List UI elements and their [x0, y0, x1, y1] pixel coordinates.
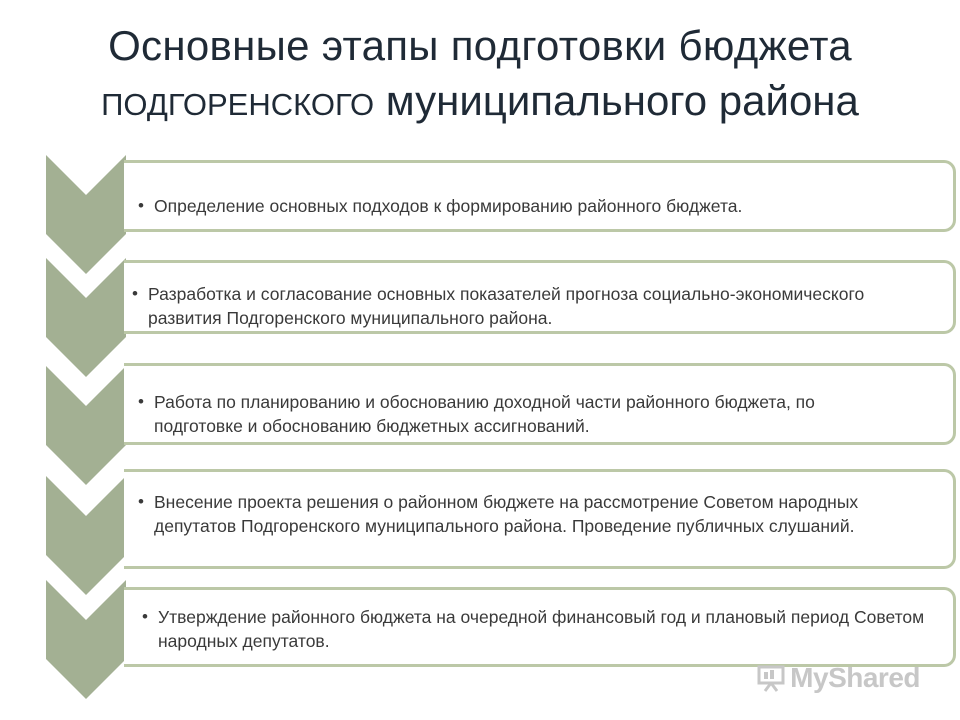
- step-5-text: Утверждение районного бюджета на очередной финансовый год и плановый период Советом народных депутатов.: [158, 607, 925, 651]
- title-line-2: [0, 77, 960, 124]
- step-box-4: [124, 469, 956, 569]
- step-3-text: Работа по планированию и обоснованию доходной части районного бюджета, по подготовке и обоснованию бюджетных ассигнований.: [154, 392, 815, 436]
- slide-title: [0, 22, 960, 124]
- bullet-5: •: [142, 607, 148, 626]
- step-4-text: Внесение проекта решения о районном бюджете на рассмотрение Советом народных депутатов Подгоренского муниципального района. Проведение публичных слушаний.: [154, 492, 859, 536]
- watermark-text: MyShared: [790, 662, 920, 693]
- title-caps: ПОДГОРЕНСКОГО: [101, 87, 375, 123]
- watermark: [756, 662, 920, 694]
- chevron-3: [46, 366, 126, 485]
- step-box-3: [124, 363, 956, 445]
- step-box-1: [124, 160, 956, 232]
- bullet-1: •: [138, 196, 144, 215]
- bullet-3: •: [138, 392, 144, 411]
- chevron-5: [46, 580, 126, 699]
- presentation-screen-icon: [756, 663, 786, 693]
- step-2-text: Разработка и согласование основных показателей прогноза социально-экономического развития Подгоренского муниципального района.: [148, 284, 865, 328]
- step-box-5: [124, 587, 956, 667]
- bullet-4: •: [138, 492, 144, 511]
- bullet-2: •: [132, 284, 138, 303]
- chevron-1: [46, 155, 126, 274]
- title-line-1: Основные этапы подготовки бюджета: [108, 22, 852, 69]
- chevron-4: [46, 476, 126, 595]
- step-1-text: Определение основных подходов к формированию районного бюджета.: [154, 196, 743, 216]
- title-rest: муниципального района: [374, 77, 859, 125]
- chevron-2: [46, 258, 126, 377]
- step-box-2: [124, 260, 956, 334]
